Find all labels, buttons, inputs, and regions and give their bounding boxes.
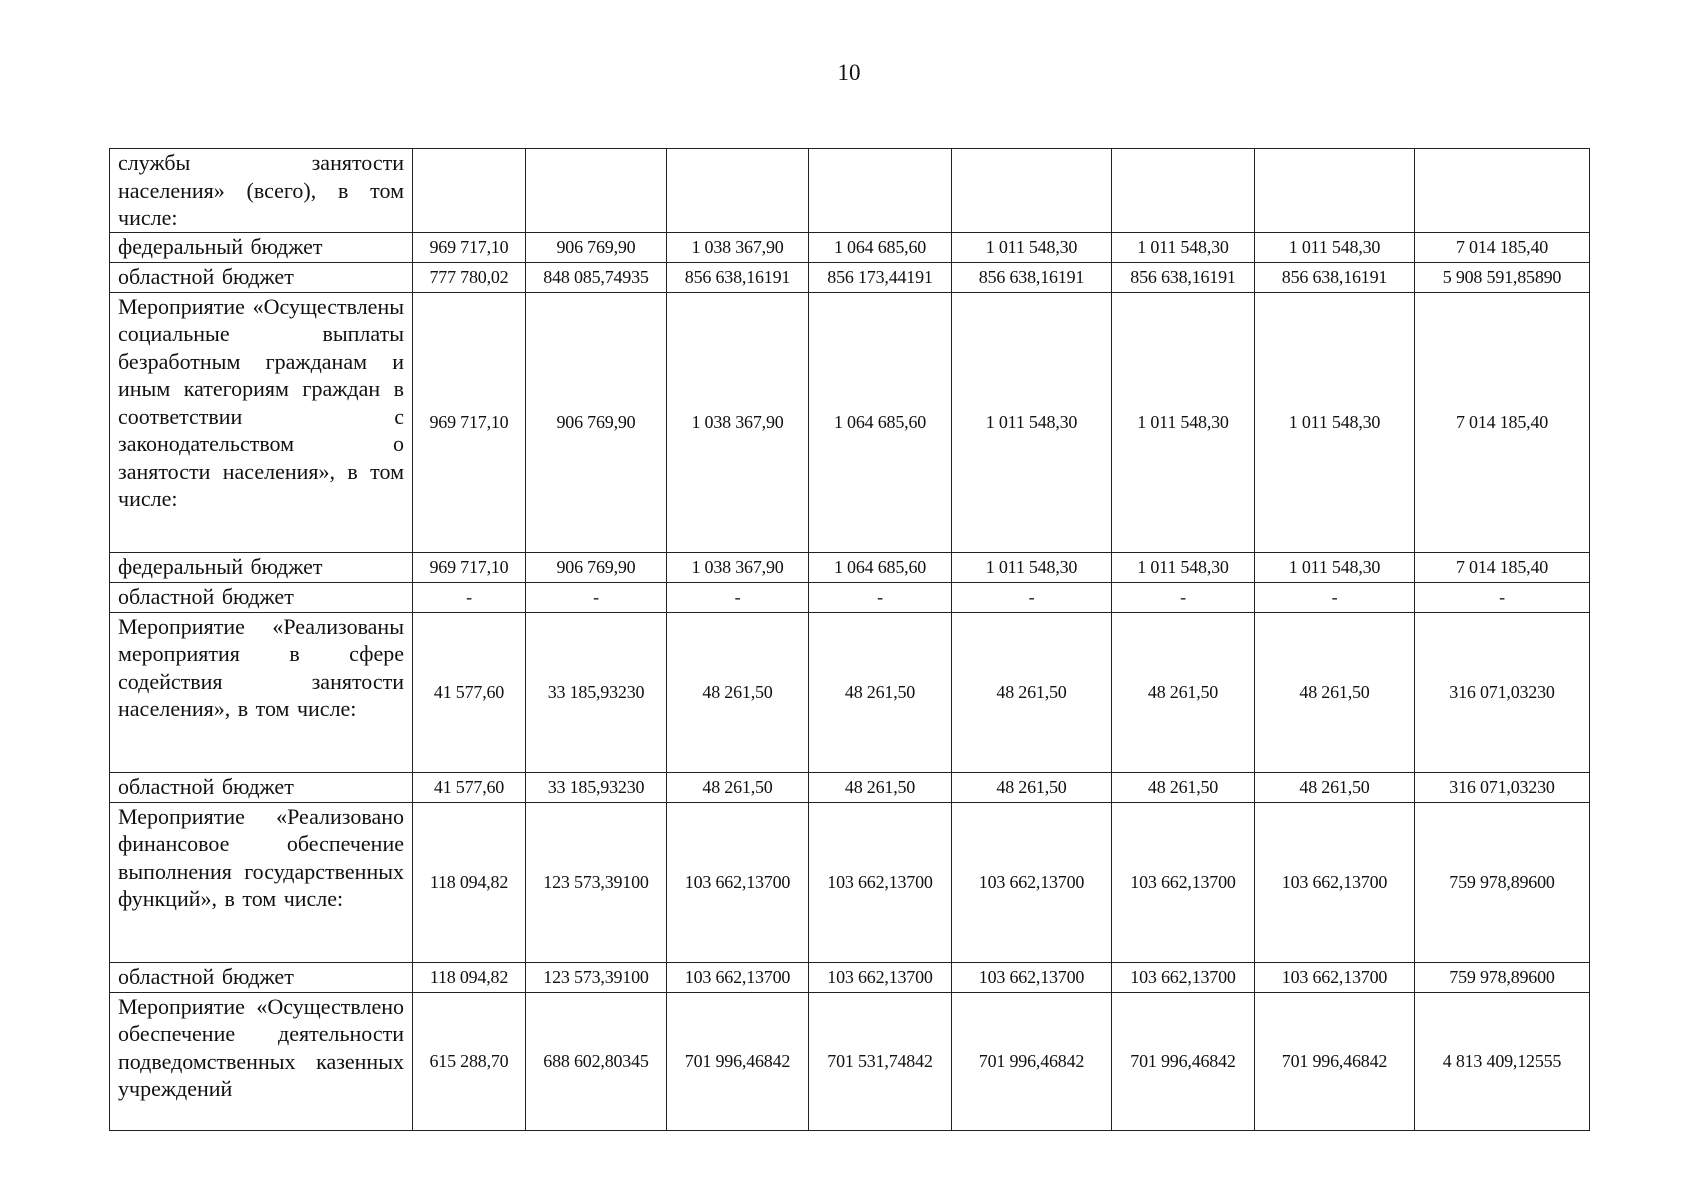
value-cell: 48 261,50 bbox=[809, 772, 952, 802]
value-cell: 103 662,13700 bbox=[1112, 802, 1255, 962]
total-cell: 316 071,03230 bbox=[1415, 772, 1590, 802]
page-number: 10 bbox=[837, 60, 861, 85]
value-cell: 1 011 548,30 bbox=[952, 552, 1112, 582]
value-cell: - bbox=[667, 582, 809, 612]
table-row bbox=[110, 292, 1590, 552]
value-cell: 48 261,50 bbox=[667, 772, 809, 802]
value-cell: 969 717,10 bbox=[413, 232, 526, 262]
value-cell bbox=[413, 149, 526, 233]
value-cell: 103 662,13700 bbox=[809, 802, 952, 962]
value-cell: 48 261,50 bbox=[1112, 612, 1255, 772]
value-cell bbox=[1112, 149, 1255, 233]
value-cell: 1 011 548,30 bbox=[1255, 292, 1415, 552]
value-cell: 103 662,13700 bbox=[1255, 802, 1415, 962]
table-row bbox=[110, 992, 1590, 1130]
value-cell: 48 261,50 bbox=[1255, 612, 1415, 772]
value-cell: 688 602,80345 bbox=[526, 992, 667, 1130]
value-cell: 856 638,16191 bbox=[667, 262, 809, 292]
value-cell: 41 577,60 bbox=[413, 612, 526, 772]
value-cell: 1 011 548,30 bbox=[952, 232, 1112, 262]
table-row bbox=[110, 262, 1590, 292]
table-row bbox=[110, 772, 1590, 802]
value-cell: 1 064 685,60 bbox=[809, 292, 952, 552]
value-cell: 123 573,39100 bbox=[526, 802, 667, 962]
total-cell: 759 978,89600 bbox=[1415, 962, 1590, 992]
total-cell: 316 071,03230 bbox=[1415, 612, 1590, 772]
row-label: областной бюджет bbox=[110, 582, 413, 612]
value-cell: 701 531,74842 bbox=[809, 992, 952, 1130]
value-cell: 1 064 685,60 bbox=[809, 232, 952, 262]
table-row bbox=[110, 552, 1590, 582]
value-cell: 906 769,90 bbox=[526, 232, 667, 262]
row-label: федеральный бюджет bbox=[110, 552, 413, 582]
value-cell: 48 261,50 bbox=[1112, 772, 1255, 802]
value-cell: 103 662,13700 bbox=[667, 962, 809, 992]
total-cell bbox=[1415, 149, 1590, 233]
total-cell: 5 908 591,85890 bbox=[1415, 262, 1590, 292]
row-label: Мероприятие «Осуществлено обеспечение деятельности подведомственных казенных учреждений bbox=[110, 992, 413, 1130]
row-label: Мероприятие «Реализованы мероприятия в сфере содействия занятости населения», в том числе: bbox=[110, 612, 413, 772]
row-label: областной бюджет bbox=[110, 262, 413, 292]
value-cell: 906 769,90 bbox=[526, 292, 667, 552]
value-cell: 33 185,93230 bbox=[526, 612, 667, 772]
value-cell: 1 011 548,30 bbox=[1255, 552, 1415, 582]
table-row bbox=[110, 802, 1590, 962]
value-cell: 48 261,50 bbox=[952, 772, 1112, 802]
value-cell: 103 662,13700 bbox=[667, 802, 809, 962]
row-label: областной бюджет bbox=[110, 962, 413, 992]
value-cell: 48 261,50 bbox=[809, 612, 952, 772]
table-row bbox=[110, 149, 1590, 233]
value-cell: - bbox=[526, 582, 667, 612]
value-cell: 103 662,13700 bbox=[1255, 962, 1415, 992]
table-body bbox=[110, 149, 1590, 1131]
value-cell: 701 996,46842 bbox=[1112, 992, 1255, 1130]
value-cell: 1 038 367,90 bbox=[667, 552, 809, 582]
row-label: Мероприятие «Реализовано финансовое обеспечение выполнения государственных функций», в том числе: bbox=[110, 802, 413, 962]
table-row bbox=[110, 582, 1590, 612]
value-cell: 856 173,44191 bbox=[809, 262, 952, 292]
value-cell: 701 996,46842 bbox=[667, 992, 809, 1130]
value-cell: 103 662,13700 bbox=[952, 962, 1112, 992]
value-cell: 103 662,13700 bbox=[952, 802, 1112, 962]
value-cell bbox=[1255, 149, 1415, 233]
value-cell: 103 662,13700 bbox=[1112, 962, 1255, 992]
table-row bbox=[110, 232, 1590, 262]
total-cell: 7 014 185,40 bbox=[1415, 552, 1590, 582]
budget-table bbox=[109, 148, 1590, 1131]
row-label: федеральный бюджет bbox=[110, 232, 413, 262]
value-cell: 118 094,82 bbox=[413, 962, 526, 992]
value-cell: 856 638,16191 bbox=[1255, 262, 1415, 292]
value-cell: 48 261,50 bbox=[1255, 772, 1415, 802]
value-cell: 1 011 548,30 bbox=[952, 292, 1112, 552]
value-cell bbox=[809, 149, 952, 233]
value-cell: - bbox=[413, 582, 526, 612]
value-cell: 856 638,16191 bbox=[952, 262, 1112, 292]
value-cell: 33 185,93230 bbox=[526, 772, 667, 802]
row-label: областной бюджет bbox=[110, 772, 413, 802]
value-cell: 701 996,46842 bbox=[1255, 992, 1415, 1130]
value-cell bbox=[526, 149, 667, 233]
value-cell: 777 780,02 bbox=[413, 262, 526, 292]
value-cell bbox=[667, 149, 809, 233]
value-cell: - bbox=[1112, 582, 1255, 612]
value-cell: 856 638,16191 bbox=[1112, 262, 1255, 292]
value-cell: 701 996,46842 bbox=[952, 992, 1112, 1130]
value-cell: 1 038 367,90 bbox=[667, 232, 809, 262]
value-cell: 848 085,74935 bbox=[526, 262, 667, 292]
value-cell: 118 094,82 bbox=[413, 802, 526, 962]
value-cell: 1 011 548,30 bbox=[1112, 232, 1255, 262]
value-cell: 41 577,60 bbox=[413, 772, 526, 802]
value-cell: 969 717,10 bbox=[413, 292, 526, 552]
value-cell: 1 011 548,30 bbox=[1112, 552, 1255, 582]
value-cell: 1 038 367,90 bbox=[667, 292, 809, 552]
total-cell: - bbox=[1415, 582, 1590, 612]
table-row bbox=[110, 612, 1590, 772]
value-cell bbox=[952, 149, 1112, 233]
value-cell: 48 261,50 bbox=[667, 612, 809, 772]
row-label: службы занятости населения» (всего), в том числе: bbox=[110, 149, 413, 233]
row-label: Мероприятие «Осуществлены социальные выплаты безработным гражданам и иным категориям граждан в соответствии с законодательством о занятости населения», в том числе: bbox=[110, 292, 413, 552]
value-cell: 906 769,90 bbox=[526, 552, 667, 582]
total-cell: 4 813 409,12555 bbox=[1415, 992, 1590, 1130]
value-cell: - bbox=[809, 582, 952, 612]
value-cell: 1 011 548,30 bbox=[1112, 292, 1255, 552]
value-cell: 103 662,13700 bbox=[809, 962, 952, 992]
value-cell: - bbox=[1255, 582, 1415, 612]
value-cell: 123 573,39100 bbox=[526, 962, 667, 992]
total-cell: 7 014 185,40 bbox=[1415, 232, 1590, 262]
total-cell: 759 978,89600 bbox=[1415, 802, 1590, 962]
value-cell: - bbox=[952, 582, 1112, 612]
table-row bbox=[110, 962, 1590, 992]
total-cell: 7 014 185,40 bbox=[1415, 292, 1590, 552]
value-cell: 1 064 685,60 bbox=[809, 552, 952, 582]
value-cell: 48 261,50 bbox=[952, 612, 1112, 772]
value-cell: 1 011 548,30 bbox=[1255, 232, 1415, 262]
value-cell: 969 717,10 bbox=[413, 552, 526, 582]
value-cell: 615 288,70 bbox=[413, 992, 526, 1130]
